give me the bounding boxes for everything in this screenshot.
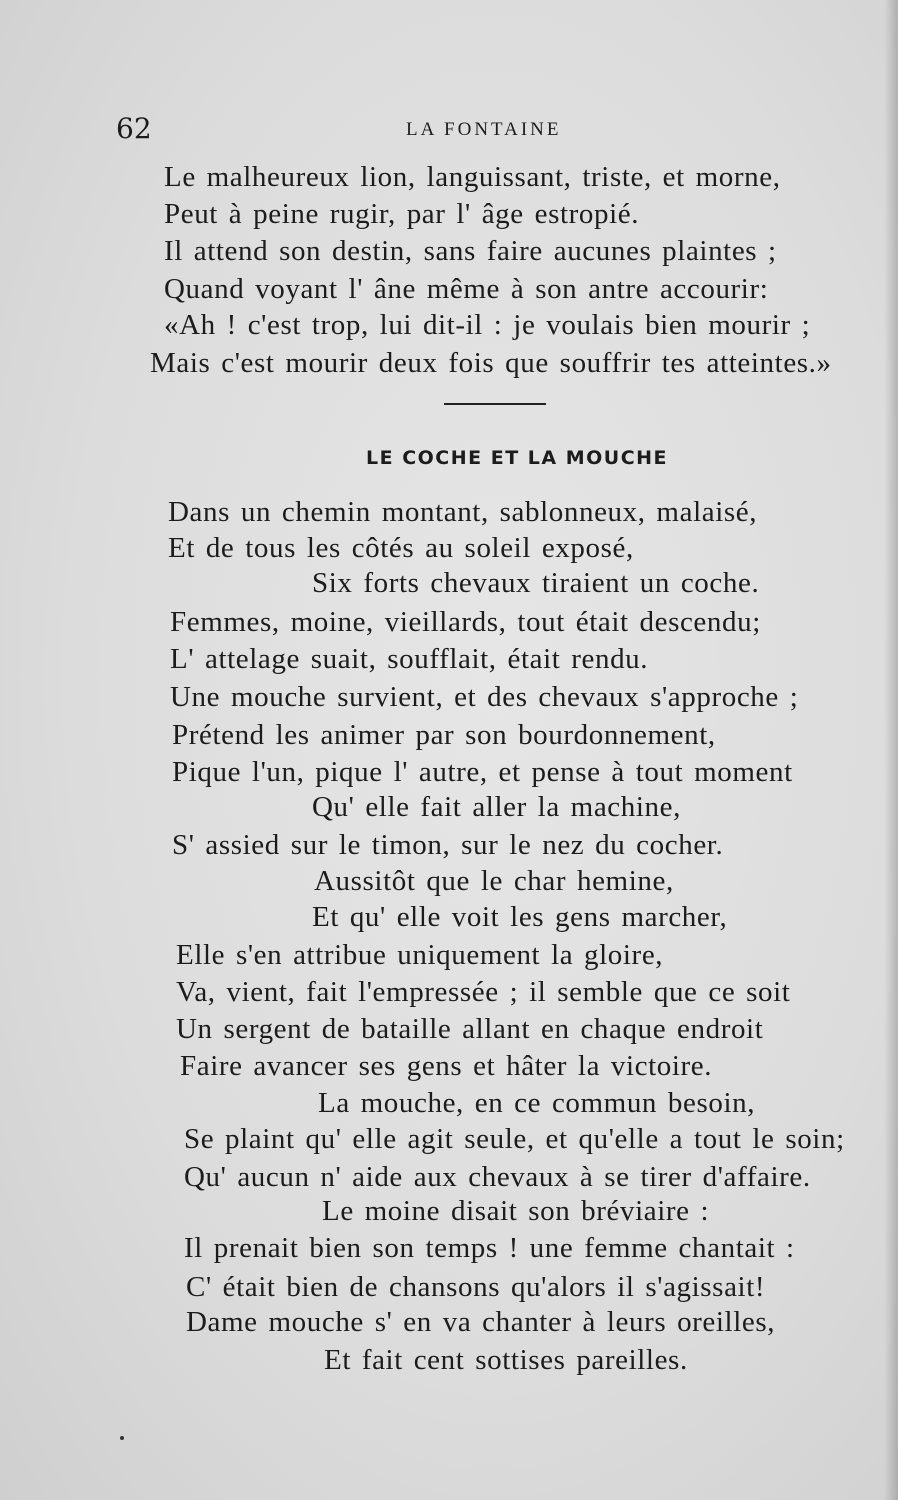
- verse-line: C' était bien de chansons qu'alors il s'agissait!: [186, 1271, 766, 1303]
- verse-line: Va, vient, fait l'empressée ; il semble que ce soit: [176, 976, 791, 1008]
- verse-line: Qu' aucun n' aide aux chevaux à se tirer d'affaire.: [184, 1161, 811, 1193]
- verse-line: Et qu' elle voit les gens marcher,: [312, 901, 728, 933]
- ink-speck: [120, 1436, 124, 1440]
- page-edge-shadow: [884, 0, 898, 1500]
- fable-title: LE COCHE ET LA MOUCHE: [366, 447, 669, 469]
- verse-line: Se plaint qu' elle agit seule, et qu'elle a tout le soin;: [184, 1123, 845, 1155]
- verse-line: Il attend son destin, sans faire aucunes plaintes ;: [164, 235, 777, 267]
- verse-line: Le malheureux lion, languissant, triste, et morne,: [164, 161, 781, 193]
- verse-line: Aussitôt que le char hemine,: [314, 865, 674, 897]
- verse-line: Le moine disait son bréviaire :: [322, 1195, 710, 1227]
- page-header: [116, 112, 796, 148]
- verse-line: Six forts chevaux tiraient un coche.: [312, 567, 760, 599]
- verse-line: Qu' elle fait aller la machine,: [312, 791, 681, 823]
- verse-line: Il prenait bien son temps ! une femme chantait :: [184, 1232, 795, 1264]
- verse-line: Prétend les animer par son bourdonnement,: [172, 719, 716, 751]
- verse-line: Un sergent de bataille allant en chaque endroit: [176, 1013, 764, 1045]
- verse-line: Elle s'en attribue uniquement la gloire,: [176, 939, 664, 971]
- verse-line: S' assied sur le timon, sur le nez du cocher.: [172, 829, 724, 861]
- verse-line: Et fait cent sottises pareilles.: [324, 1344, 688, 1376]
- verse-line: Pique l'un, pique l' autre, et pense à tout moment: [172, 756, 793, 788]
- verse-line: Peut à peine rugir, par l' âge estropié.: [164, 198, 640, 230]
- verse-line: Quand voyant l' âne même à son antre accourir:: [164, 273, 769, 305]
- verse-line: Dans un chemin montant, sablonneux, malaisé,: [168, 496, 758, 528]
- verse-line: Et de tous les côtés au soleil exposé,: [168, 532, 634, 564]
- verse-line: «Ah ! c'est trop, lui dit-il : je voulais bien mourir ;: [164, 309, 811, 341]
- verse-line: Dame mouche s' en va chanter à leurs oreilles,: [186, 1306, 776, 1338]
- running-head: LA FONTAINE: [406, 119, 562, 140]
- page-number: 62: [116, 112, 152, 145]
- verse-line: Mais c'est mourir deux fois que souffrir tes atteintes.»: [150, 347, 832, 379]
- verse-line: L' attelage suait, soufflait, était rendu.: [170, 643, 649, 675]
- verse-line: La mouche, en ce commun besoin,: [318, 1087, 756, 1119]
- verse-line: Femmes, moine, vieillards, tout était descendu;: [170, 606, 761, 638]
- section-divider: [444, 403, 546, 405]
- verse-line: Faire avancer ses gens et hâter la victoire.: [180, 1050, 713, 1082]
- verse-line: Une mouche survient, et des chevaux s'approche ;: [170, 681, 799, 713]
